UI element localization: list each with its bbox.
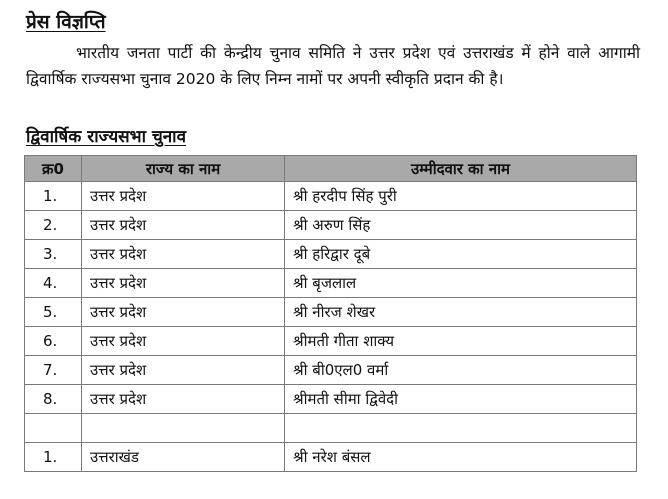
row-candidate: श्री नरेश बंसल [285, 443, 637, 472]
table-row [25, 443, 637, 472]
row-candidate: श्री बृजलाल [285, 269, 637, 298]
candidates-table [24, 155, 637, 472]
press-release-heading: प्रेस विज्ञप्ति [26, 11, 106, 33]
table-row [25, 240, 637, 269]
row-serial: 7. [25, 356, 82, 385]
row-state: उत्तर प्रदेश [82, 385, 285, 414]
table-row [25, 182, 637, 211]
row-candidate: श्री हरदीप सिंह पुरी [285, 182, 637, 211]
row-state: उत्तर प्रदेश [82, 240, 285, 269]
row-serial: 1. [25, 182, 82, 211]
row-state: उत्तर प्रदेश [82, 182, 285, 211]
row-state: उत्तराखंड [82, 443, 285, 472]
row-candidate: श्री नीरज शेखर [285, 298, 637, 327]
section-subheading: द्विवार्षिक राज्यसभा चुनाव [26, 127, 187, 147]
header-candidate: उम्मीदवार का नाम [285, 156, 637, 182]
table-row-empty [25, 414, 637, 443]
table-row [25, 356, 637, 385]
row-serial: 8. [25, 385, 82, 414]
row-serial: 5. [25, 298, 82, 327]
row-candidate: श्री बी0एल0 वर्मा [285, 356, 637, 385]
row-state: उत्तर प्रदेश [82, 298, 285, 327]
row-candidate: श्री अरुण सिंह [285, 211, 637, 240]
row-candidate: श्रीमती सीमा द्विवेदी [285, 385, 637, 414]
row-state: उत्तर प्रदेश [82, 327, 285, 356]
row-state [82, 414, 285, 443]
row-state: उत्तर प्रदेश [82, 211, 285, 240]
row-serial: 1. [25, 443, 82, 472]
row-candidate: श्री हरिद्वार दूबे [285, 240, 637, 269]
row-serial [25, 414, 82, 443]
table-row [25, 385, 637, 414]
row-serial: 4. [25, 269, 82, 298]
header-state: राज्य का नाम [82, 156, 285, 182]
row-serial: 2. [25, 211, 82, 240]
press-release-paragraph: भारतीय जनता पार्टी की केन्द्रीय चुनाव समिति ने उत्तर प्रदेश एवं उत्तराखंड में होने वाले आगामी द्विवार्षिक राज्यसभा चुनाव 2020 के लिए निम्न नामों पर अपनी स्वीकृति प्रदान की है। [26, 44, 640, 88]
table-header-row [25, 156, 637, 182]
header-serial: क्र0 [25, 156, 82, 182]
row-state: उत्तर प्रदेश [82, 356, 285, 385]
row-serial: 6. [25, 327, 82, 356]
row-candidate [285, 414, 637, 443]
row-state: उत्तर प्रदेश [82, 269, 285, 298]
table-row [25, 211, 637, 240]
row-candidate: श्रीमती गीता शाक्य [285, 327, 637, 356]
table-row [25, 298, 637, 327]
row-serial: 3. [25, 240, 82, 269]
table-row [25, 269, 637, 298]
table-row [25, 327, 637, 356]
